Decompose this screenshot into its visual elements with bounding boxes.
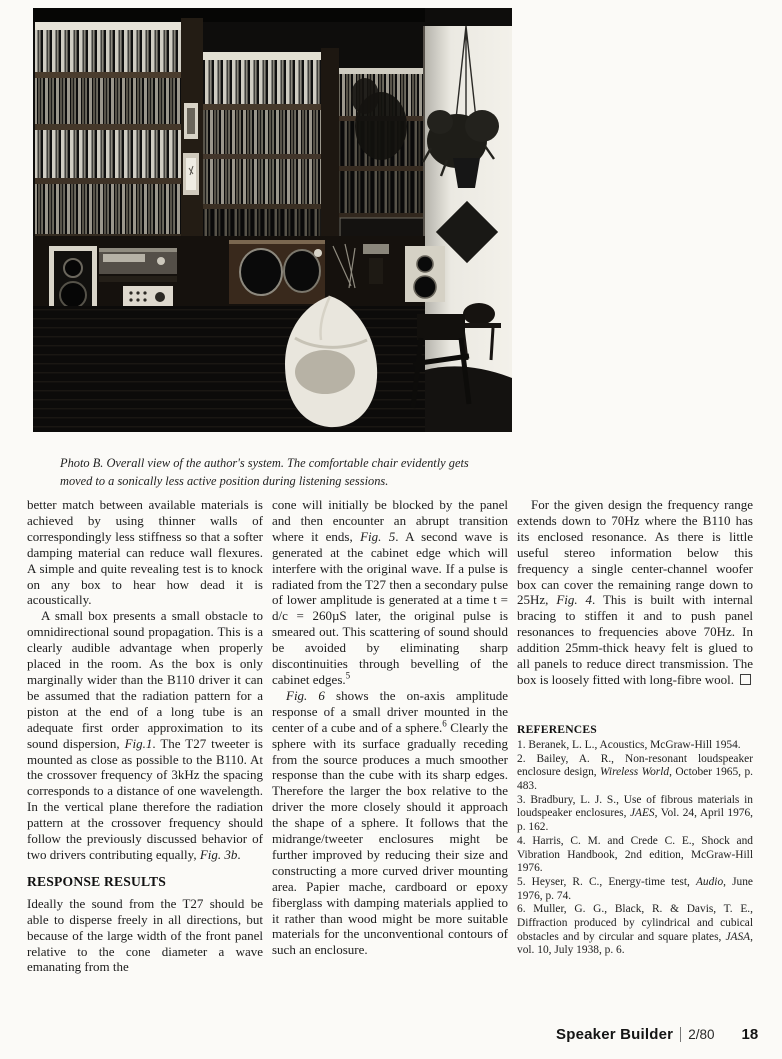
column-3-paragraph xyxy=(517,497,753,688)
paragraph: A small box presents a small obstacle to omnidirectional sound propagation. This is a clearly audible advantage when properly placed in the room. As the box is only marginally wider than the B110 driver it can be assumed that the radiation pattern for a piston at the end of a long tube is an adequate first order approximation to its sound dispersion, Fig.1. The T27 tweeter is mounted as close as possible to the B110. At the crossover frequency of 3kHz the spacing corresponds to a distance of one wavelength. In the vertical plane therefore the radiation pattern at the crossover frequency should follow the previously discussed behavior of two drivers contributing equally, Fig. 3b. xyxy=(27,608,263,862)
paragraph: cone will initially be blocked by the panel and then encounter an abrupt transition where it ends, Fig. 5. A second wave is generated at the cabinet edge which will interfere with the original wave. If a pulse is radiated from the T27 then a secondary pulse of lower amplitude is generated at a time t = d/c = 260µS later, the original pulse is smeared out. This scattering of sound should be avoided by eliminating sharp discontinuities through bevelling of the cabinet edges.$^5$ xyxy=(272,497,509,687)
column-3 xyxy=(517,497,753,975)
reference-item: 4. Harris, C. M. and Crede C. E., Shock and Vibration Handbook, 2nd edition, McGraw-Hill 1976. xyxy=(517,834,753,875)
column-2 xyxy=(272,497,508,975)
photo-caption: Photo B. Overall view of the author's system. The comfortable chair evidently gets moved to a sonically less active position during listening sessions. xyxy=(60,456,469,489)
references-list xyxy=(517,739,753,958)
reference-item: 5. Heyser, R. C., Energy-time test, Audio, June 1976, p. 74. xyxy=(517,875,753,902)
end-of-article-marker xyxy=(740,674,751,685)
page-footer xyxy=(556,1026,761,1043)
listening-room-photo xyxy=(33,8,512,432)
paragraph: Ideally the sound from the T27 should be able to disperse freely in all directions, but because of the large width of the front panel relative to the cone diameter a wave emanating from the xyxy=(27,895,263,975)
paragraph: better match between available materials is achieved by using thinner walls of correspondingly less stiffness so that a softer damping material can reduce wall flexures. A simple and quite revealing test is to knock on any box to hear how dead it is acoustically. xyxy=(27,497,263,608)
reference-item: 2. Bailey, A. R., Non-resonant loudspeaker enclosure design, Wireless World, October 1965, p. 483. xyxy=(517,752,753,792)
paragraph: Fig. 6 shows the on-axis amplitude response of a small driver mounted in the center of a cube and of a sphere.$^6$ Clearly the sphere with its surface gradually receding from the source produces a much smoother response than the cube with its sharp edges. Therefore the larger the box relative to the driver the more closely should it approach the shape of a sphere. It follows that the midrange/tweeter enclosures might be further improved by reducing their size and constructing a more curved driver mounting area. Papier mache, cardboard or epoxy fiberglass with damping materials applied to it rather than wood might be more suitable materials for the unconventional contours of such an enclosure. xyxy=(272,687,509,958)
paragraph: For the given design the frequency range extends down to 70Hz where the B110 has its enclosed resonance. As there is little useful stereo information below this frequency a single center-channel woofer box can cover the remaining range down to 25Hz, Fig. 4. This is built with internal bracing to stiffen it and to push panel resonances to frequencies above 70Hz. In addition 25mm-thick heavy felt is glued to all panels to reduce direct transmission. The box is loosely fitted with long-fibre wool. xyxy=(517,497,753,687)
photo-b-image xyxy=(33,8,512,432)
issue-number: 2/80 xyxy=(688,1027,715,1042)
column-1 xyxy=(27,497,263,975)
column-2-text xyxy=(272,497,508,958)
magazine-title: Speaker Builder xyxy=(556,1026,674,1043)
reference-item: 1. Beranek, L. L., Acoustics, McGraw-Hill 1954. xyxy=(517,738,741,751)
response-results-heading: RESPONSE RESULTS xyxy=(27,873,167,889)
footer-divider xyxy=(680,1027,681,1042)
references-heading: REFERENCES xyxy=(517,722,597,736)
column-3-text xyxy=(517,497,753,688)
page-number: 18 xyxy=(741,1026,759,1043)
column-1-top xyxy=(27,497,263,863)
reference-item: 3. Bradbury, L. J. S., Use of fibrous materials in loudspeaker enclosures, JAES, Vol. 24, April 1976, p. 162. xyxy=(517,793,753,834)
reference-item: 6. Muller, G. G., Black, R. & Davis, T. E., Diffraction produced by cylindrical and cubical obstacles and by circular and square plates, JASA, vol. 10, July 1938, p. 6. xyxy=(517,903,753,957)
column-1-bottom xyxy=(27,896,263,976)
article-columns xyxy=(27,497,754,975)
